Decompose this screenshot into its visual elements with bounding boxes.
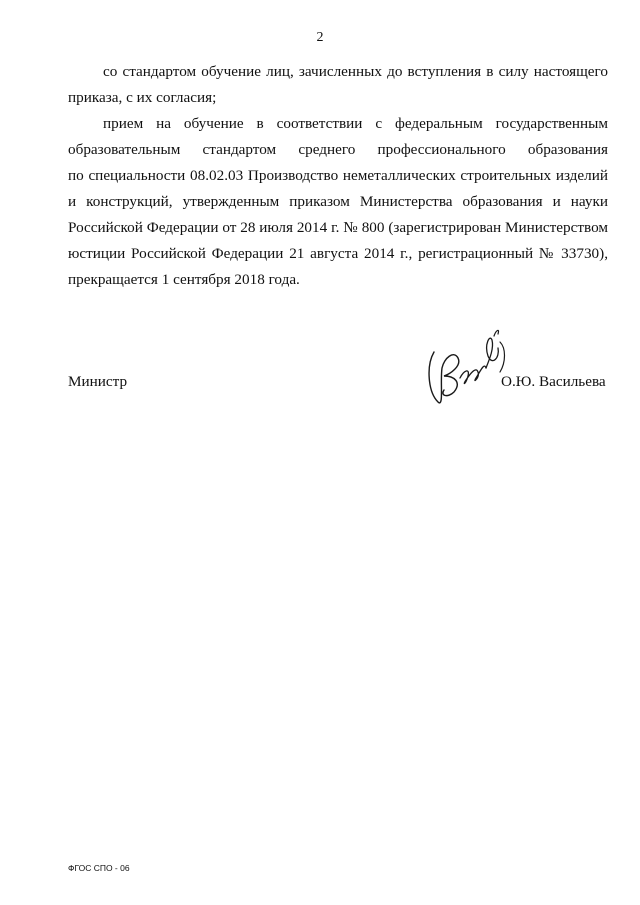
body-line: приказа, с их согласия; bbox=[68, 89, 217, 106]
body-line: юстиции Российской Федерации 21 августа 2014 г., регистрационный № 33730), bbox=[68, 245, 608, 262]
body-line: Российской Федерации от 28 июля 2014 г. № 800 (зарегистрирован Министерством bbox=[68, 219, 608, 236]
footer-code: ФГОС СПО - 06 bbox=[68, 863, 130, 873]
body-line: и конструкций, утвержденным приказом Министерства образования и науки bbox=[68, 193, 608, 210]
signatory-title: Министр bbox=[68, 373, 128, 390]
body-line: прием на обучение в соответствии с федеральным государственным bbox=[103, 115, 608, 132]
handwritten-signature bbox=[420, 322, 512, 410]
signatory-name: О.Ю. Васильева bbox=[501, 373, 606, 390]
body-line: образовательным стандартом среднего профессионального образования bbox=[68, 141, 608, 158]
page-number: 2 bbox=[316, 30, 324, 45]
body-line: по специальности 08.02.03 Производство неметаллических строительных изделий bbox=[68, 167, 608, 184]
body-line: со стандартом обучение лиц, зачисленных до вступления в силу настоящего bbox=[103, 63, 608, 80]
body-line: прекращается 1 сентября 2018 года. bbox=[68, 271, 300, 288]
